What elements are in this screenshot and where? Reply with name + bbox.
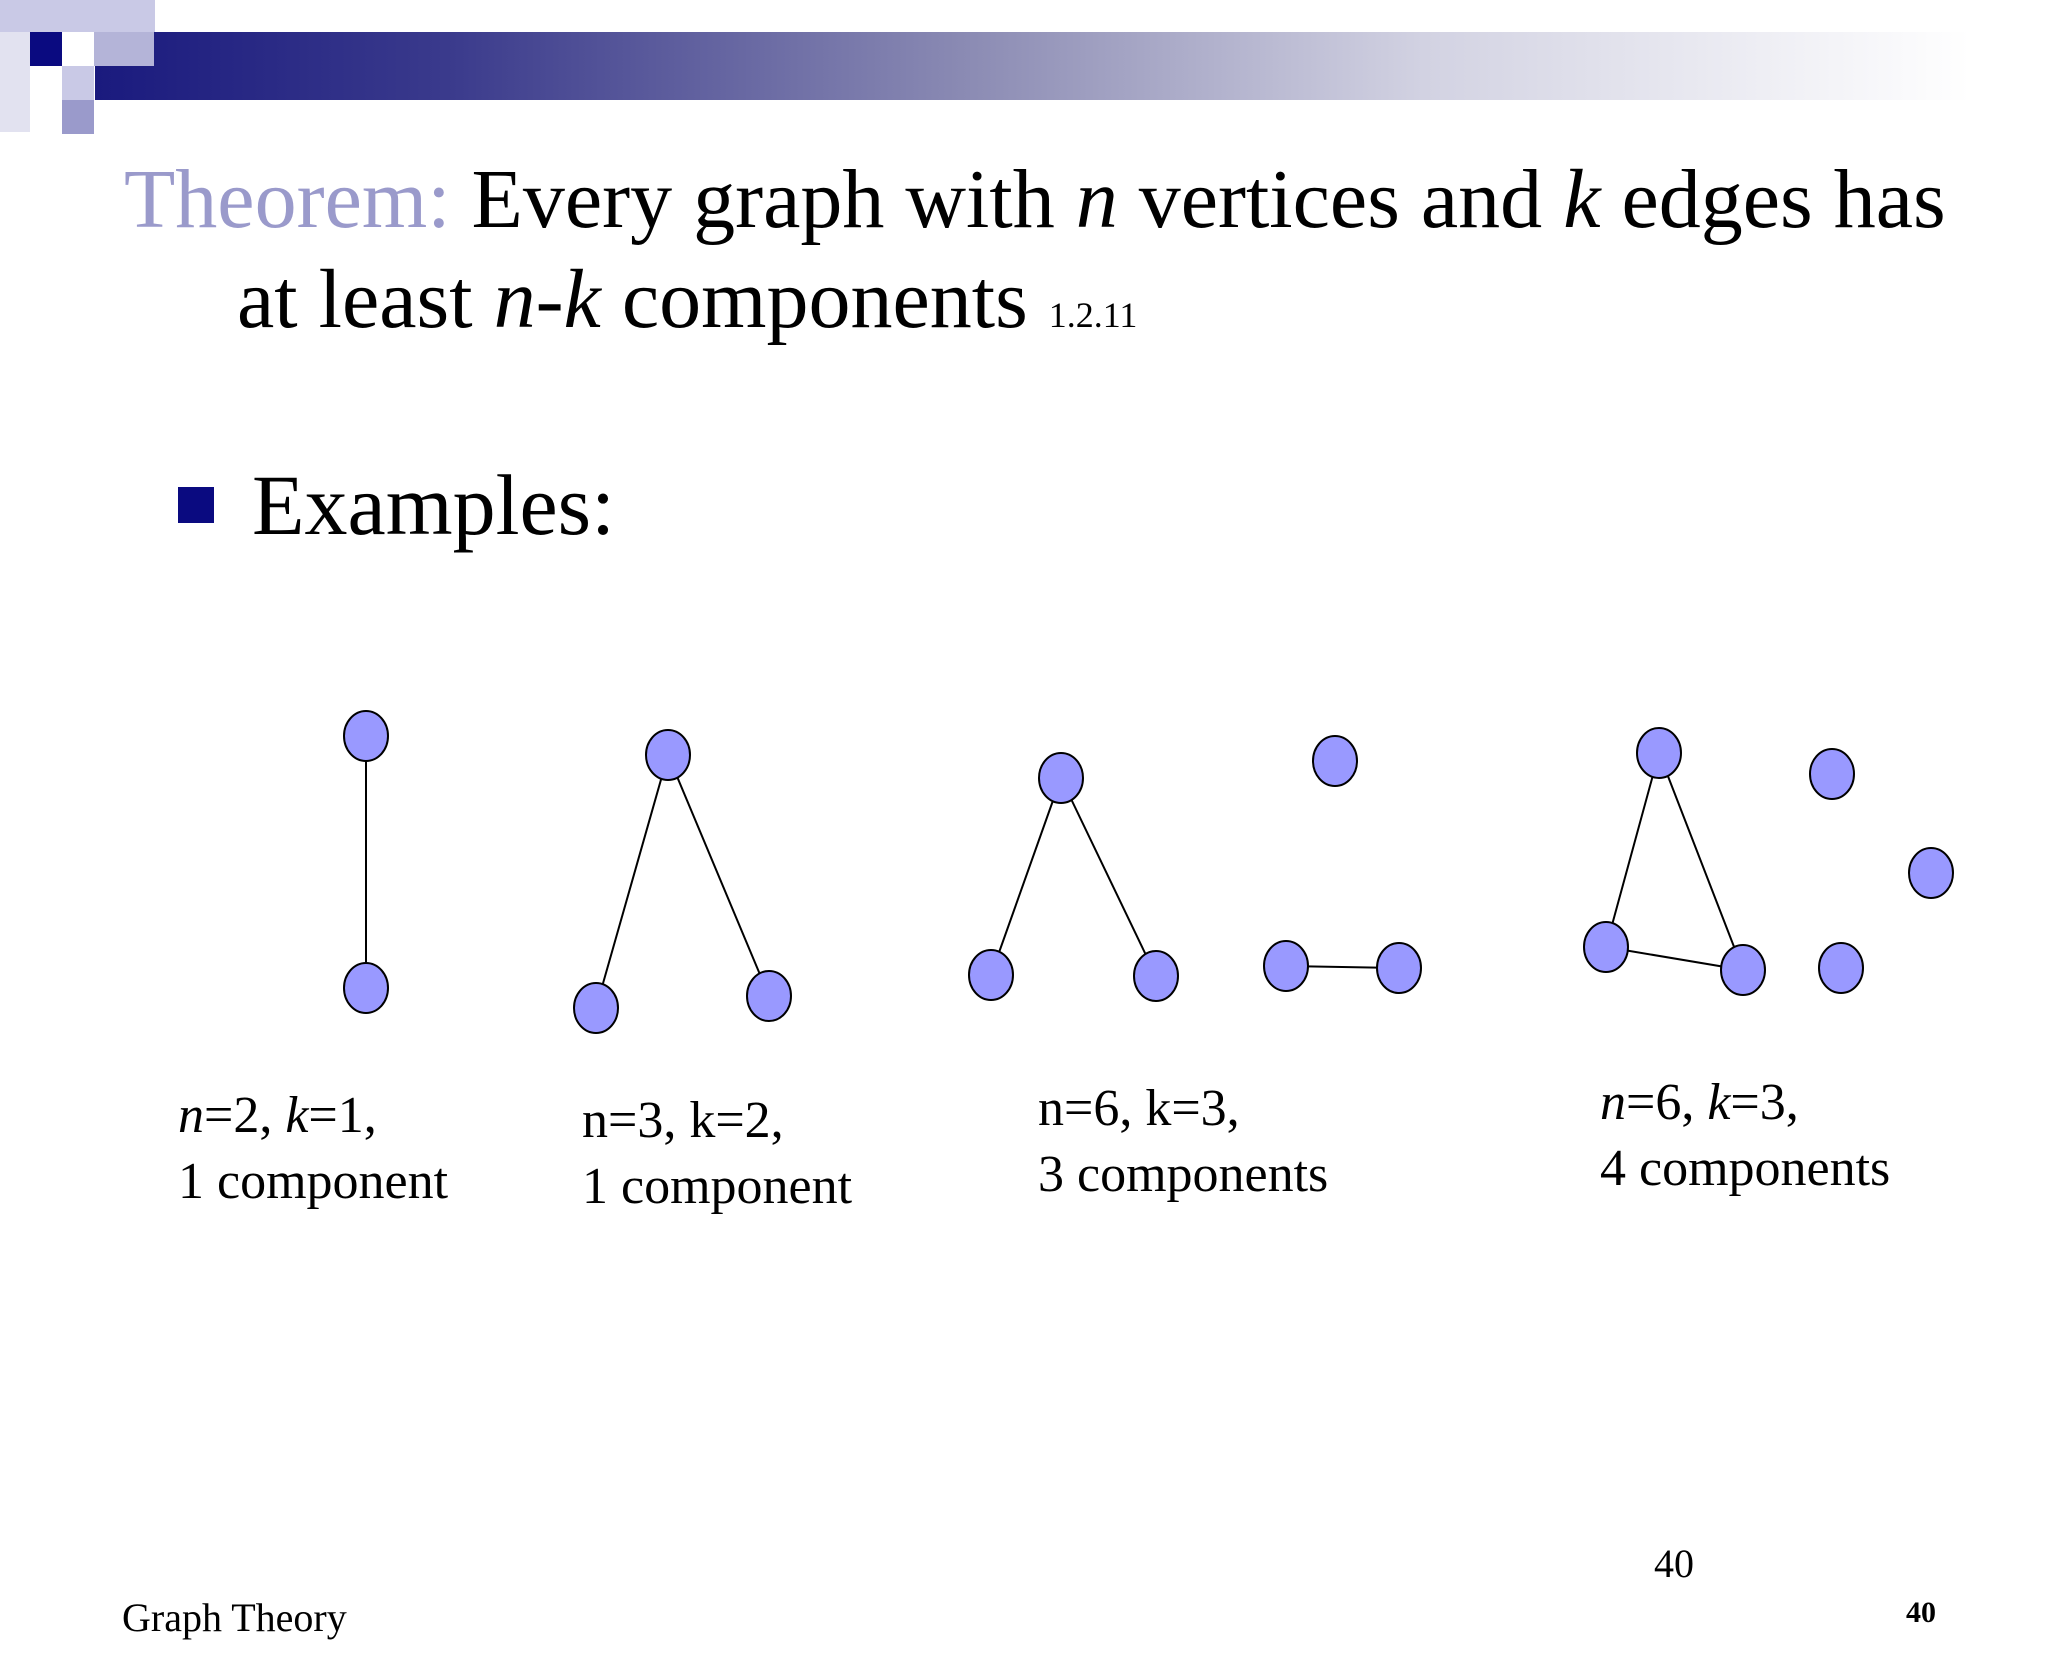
caption-text: =3, <box>1730 1074 1799 1131</box>
graph-vertex <box>969 950 1013 1000</box>
graph-edge <box>1659 753 1743 970</box>
title-text: edges has <box>1600 153 1946 246</box>
title-text: at least <box>237 253 494 346</box>
caption-components: 4 components <box>1600 1140 1891 1197</box>
title-text: vertices and <box>1117 153 1564 246</box>
graph-example-2 <box>574 730 791 1033</box>
title-variable-nk: n-k <box>493 253 601 346</box>
caption-params: n=3, k=2, <box>582 1092 784 1149</box>
title-variable-k: k <box>1563 153 1601 246</box>
caption-variable-k: k <box>285 1087 309 1144</box>
graph-vertex <box>1039 753 1083 803</box>
graph-vertex <box>1584 922 1628 972</box>
example-caption-2 <box>582 1088 852 1220</box>
caption-components: 3 components <box>1038 1146 1329 1203</box>
caption-params <box>178 1083 448 1149</box>
title-variable-n: n <box>1075 153 1118 246</box>
caption-components: 1 component <box>178 1153 449 1210</box>
caption-variable-n: n <box>1600 1074 1626 1131</box>
graph-edge <box>1606 753 1659 947</box>
graph-vertex <box>646 730 690 780</box>
theorem-label: Theorem: <box>124 153 451 246</box>
graph-example-4 <box>1584 728 1953 995</box>
graph-edge <box>596 755 668 1008</box>
graph-vertex <box>1377 943 1421 993</box>
caption-text: =1, <box>308 1087 377 1144</box>
caption-variable-n: n <box>178 1087 204 1144</box>
caption-variable-k: k <box>1707 1074 1731 1131</box>
title-text: Every graph with <box>450 153 1076 246</box>
caption-params: n=6, k=3, <box>1038 1080 1240 1137</box>
graph-edge <box>1061 778 1156 976</box>
graph-edge <box>668 755 769 996</box>
caption-text: =6, <box>1626 1074 1708 1131</box>
graph-example-1 <box>344 711 388 1013</box>
example-caption-4 <box>1600 1070 1890 1202</box>
graph-vertex <box>1721 945 1765 995</box>
slide-page-label: 40 <box>1654 1541 1694 1586</box>
bullet-text: Examples: <box>252 457 616 553</box>
graph-vertex <box>344 963 388 1013</box>
graph-vertex <box>1819 943 1863 993</box>
footer-title: Graph Theory <box>122 1595 347 1640</box>
footer-page-number: 40 <box>1906 1596 1936 1629</box>
graph-vertex <box>1909 848 1953 898</box>
graph-vertex <box>1264 941 1308 991</box>
graph-vertex <box>747 971 791 1021</box>
example-caption-3 <box>1038 1076 1328 1208</box>
graph-edge <box>991 778 1061 975</box>
graph-vertex <box>1313 736 1357 786</box>
caption-text: =2, <box>204 1087 286 1144</box>
theorem-reference: 1.2.11 <box>1048 295 1138 335</box>
graph-vertex <box>1637 728 1681 778</box>
example-caption-1 <box>178 1083 448 1215</box>
graph-vertex <box>1134 951 1178 1001</box>
caption-params <box>1600 1070 1890 1136</box>
caption-components: 1 component <box>582 1158 853 1215</box>
graph-vertex <box>574 983 618 1033</box>
graph-vertex <box>344 711 388 761</box>
graph-vertex <box>1810 749 1854 799</box>
title-text: components <box>600 253 1049 346</box>
graph-example-3 <box>969 736 1421 1001</box>
